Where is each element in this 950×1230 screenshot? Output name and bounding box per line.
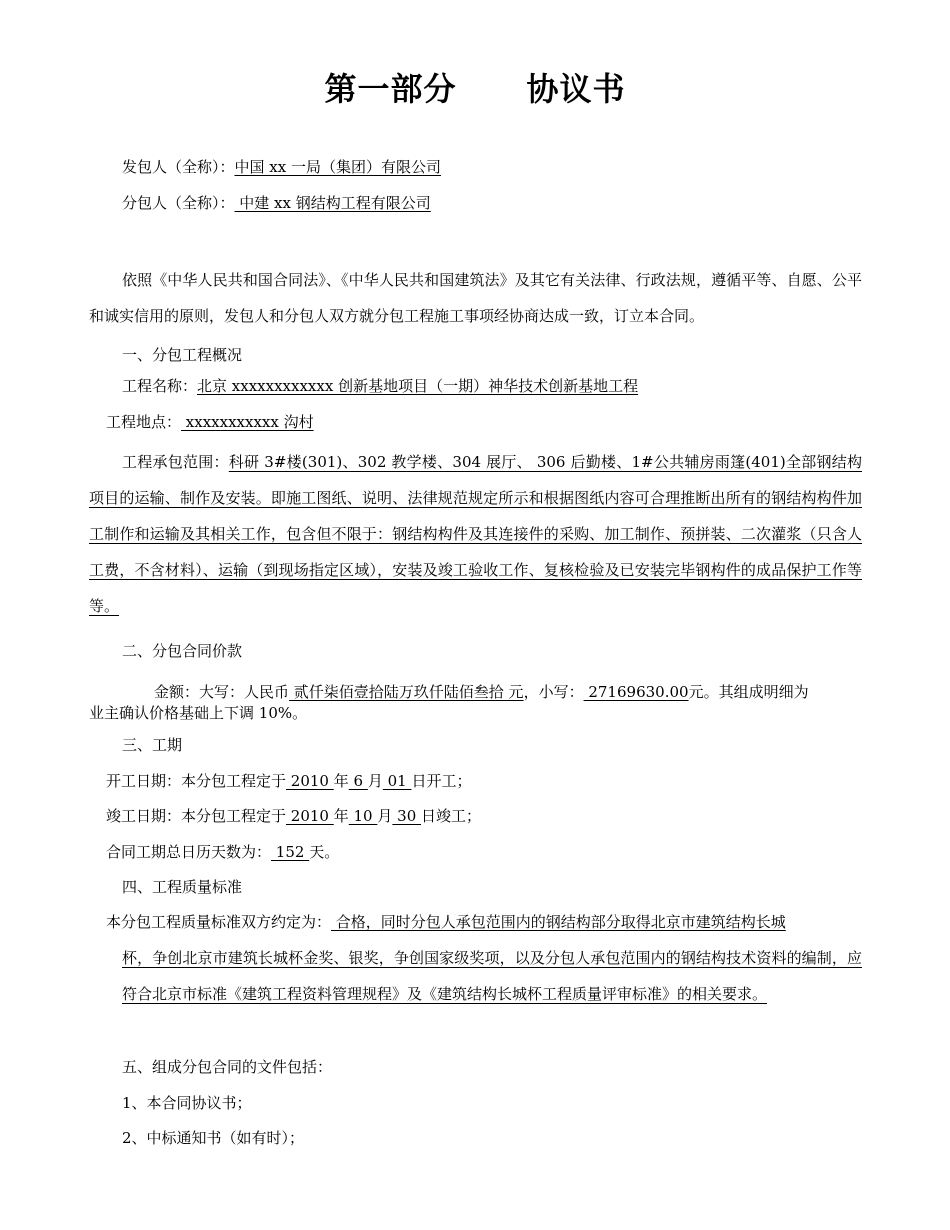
start-date-label: 开工日期：本分包工程定于 <box>106 772 287 790</box>
document-list-item: 2、中标通知书（如有时）； <box>122 1129 305 1147</box>
employer-label: 发包人（全称）： <box>122 158 235 176</box>
subcontractor-value: 中建 xx 钢结构工程有限公司 <box>234 194 431 212</box>
project-site-label: 工程地点： <box>106 413 182 431</box>
start-day: 01 <box>382 772 412 790</box>
price-line <box>154 682 809 702</box>
price-label: 金额：大写：人民币 <box>154 683 290 701</box>
month-char: 月 <box>377 807 393 825</box>
month-char: 月 <box>367 772 383 790</box>
section-4-heading: 四、工程质量标准 <box>122 878 243 896</box>
quality-label: 本分包工程质量标准双方约定为： <box>106 913 332 931</box>
year-char: 年 <box>333 807 349 825</box>
price-line-2: 业主确认价格基础上下调 10%。 <box>89 704 308 722</box>
price-tail: 元。其组成明细为 <box>688 683 809 701</box>
subcontractor-label: 分包人（全称）： <box>122 194 235 212</box>
duration-label: 合同工期总日历天数为： <box>106 843 272 861</box>
duration-unit: 天。 <box>309 843 340 861</box>
start-date-suffix: 日开工； <box>411 772 472 790</box>
quality-value-start: 合格，同时分包人承包范围内的钢结构部分取得北京市建筑结构长城 <box>331 913 786 931</box>
section-5-heading: 五、组成分包合同的文件包括： <box>122 1058 333 1076</box>
section-2-heading: 二、分包合同价款 <box>122 642 243 660</box>
end-date-line <box>106 806 481 826</box>
document-list-item: 1、本合同协议书； <box>122 1094 252 1112</box>
year-char: 年 <box>333 772 349 790</box>
title-agreement: 协议书 <box>526 70 626 108</box>
project-site-line <box>106 412 314 432</box>
title-part: 第一部分 <box>324 70 457 108</box>
section-3-heading: 三、工期 <box>122 736 183 754</box>
price-small-label: ，小写： <box>523 683 584 701</box>
quality-line-1 <box>106 912 786 932</box>
employer-line <box>122 157 441 177</box>
end-month: 10 <box>348 807 378 825</box>
quality-value-rest: 杯，争创北京市建筑长城杯金奖、银奖，争创国家级奖项，以及分包人承包范围内的钢结构技术资料的编制，应符合北京市标准《建筑工程资料管理规程》及《建筑结构长城杯工程质量评审标准》的相关要求。 <box>122 949 862 1003</box>
end-date-suffix: 日竣工； <box>421 807 482 825</box>
duration-value: 152 <box>271 843 310 861</box>
start-month: 6 <box>348 772 368 790</box>
project-name-label: 工程名称： <box>122 377 198 395</box>
duration-line <box>106 842 339 862</box>
price-in-figures: 27169630.00 <box>583 683 689 701</box>
scope-label: 工程承包范围： <box>122 453 229 471</box>
page-title <box>0 64 950 110</box>
end-year: 2010 <box>286 807 334 825</box>
project-name-value: 北京 xxxxxxxxxxxx 创新基地项目（一期）神华技术创新基地工程 <box>197 377 639 395</box>
start-date-line <box>106 771 472 791</box>
employer-value: 中国 xx 一局（集团）有限公司 <box>234 158 441 176</box>
price-in-words: 贰仟柒佰壹拾陆万玖仟陆佰叁拾 元 <box>289 683 524 701</box>
scope-paragraph <box>89 444 862 624</box>
project-name-line <box>122 376 638 396</box>
section-1-heading: 一、分包工程概况 <box>122 346 243 364</box>
scope-value: 科研 3#楼(301)、302 教学楼、304 展厅、 306 后勤楼、1#公共辅房雨篷(401)全部钢结构项目的运输、制作及安装。即施工图纸、说明、法律规范规定所示和根据图纸内容可合理推断出所有的钢结构构件加工制作和运输及其相关工作，包含但不限于：钢结构构件及其连接件的采购、加工制作、预拼装、二次灌浆（只含人工费，不含材料）、运输（到现场指定区域），安装及竣工验收工作、复核检验及已安装完毕钢构件的成品保护工作等等。 <box>89 453 862 615</box>
subcontractor-line <box>122 193 431 213</box>
intro-paragraph: 依照《中华人民共和国合同法》、《中华人民共和国建筑法》及其它有关法律、行政法规，遵循平等、自愿、公平和诚实信用的原则，发包人和分包人双方就分包工程施工事项经协商达成一致，订立本合同。 <box>89 271 862 325</box>
end-day: 30 <box>392 807 422 825</box>
start-year: 2010 <box>286 772 334 790</box>
end-date-label: 竣工日期：本分包工程定于 <box>106 807 287 825</box>
quality-paragraph <box>122 940 862 1012</box>
project-site-value: xxxxxxxxxxx 沟村 <box>181 413 314 431</box>
